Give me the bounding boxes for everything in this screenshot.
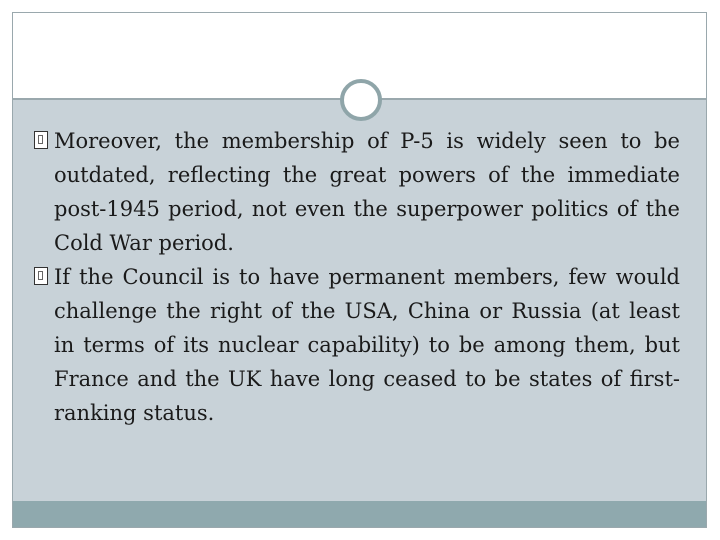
bullet-text: Moreover, the membership of P-5 is widely seen to be outdated, reflecting the great powers of the immediate post-1945 period, not even the superpower politics of the Cold War period. bbox=[54, 129, 680, 255]
bullet-item bbox=[34, 124, 680, 260]
bullet-text: If the Council is to have permanent members, few would challenge the right of the USA, China or Russia (at least in terms of its nuclear capability) to be among them, but France and the UK have long ceased to be states of first-ranking status. bbox=[54, 265, 680, 425]
bullet-list bbox=[34, 124, 680, 430]
missing-glyph-bullet-icon bbox=[34, 131, 48, 149]
missing-glyph-bullet-icon bbox=[34, 267, 48, 285]
bullet-item bbox=[34, 260, 680, 430]
slide-footer-bar bbox=[13, 501, 706, 527]
ornament-circle-icon bbox=[340, 79, 382, 121]
